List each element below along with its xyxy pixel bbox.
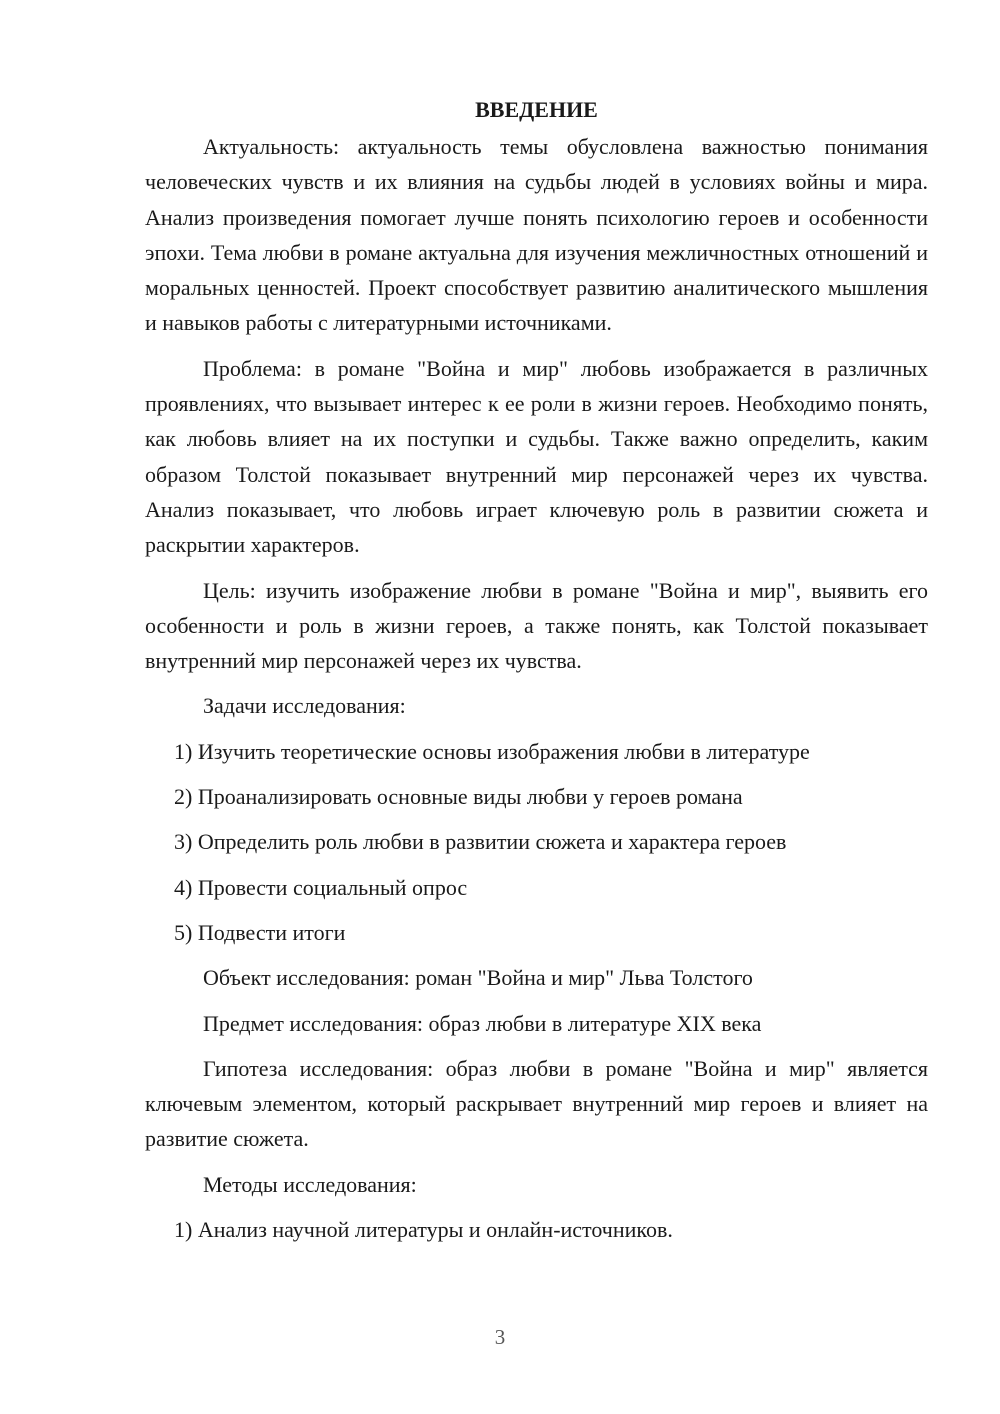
task-item-4: 4) Провести социальный опрос [174,874,468,900]
relevance-paragraph: Актуальность: актуальность темы обусловлена важностью понимания человеческих чувств и их влияния на судьбы людей в условиях войны и мира. Анализ произведения помогает лучше понять психологию героев и особенности эпохи. Тема любви в романе актуальна для изучения межличностных отношений и моральных ценностей. Проект способствует развитию аналитического мышления и навыков работы с литературными источниками. [145,134,928,336]
hypothesis-paragraph: Гипотеза исследования: образ любви в романе "Война и мир" является ключевым элементом, который раскрывает внутренний мир героев и влияет на развитие сюжета. [145,1055,928,1152]
goal-paragraph: Цель: изучить изображение любви в романе "Война и мир", выявить его особенности и роль в жизни героев, а также понять, как Толстой показывает внутренний мир персонажей через их чувства. [145,577,928,674]
method-item-1: 1) Анализ научной литературы и онлайн-источников. [174,1217,673,1243]
subject-line: Предмет исследования: образ любви в литературе XIX века [203,1010,762,1036]
task-item-2: 2) Проанализировать основные виды любви у героев романа [174,784,743,810]
tasks-heading: Задачи исследования: [203,693,406,719]
page-title: ВВЕДЕНИЕ [475,97,598,122]
methods-heading: Методы исследования: [203,1171,417,1197]
object-line: Объект исследования: роман "Война и мир" Льва Толстого [203,965,753,991]
problem-paragraph: Проблема: в романе "Война и мир" любовь изображается в различных проявлениях, что вызывает интерес к ее роли в жизни героев. Необходимо понять, как любовь влияет на их поступки и судьбы. Также важно определить, каким образом Толстой показывает внутренний мир персонажей через их чувства. Анализ показывает, что любовь играет ключевую роль в развитии сюжета и раскрытии характеров. [145,355,928,558]
page-number: 3 [494,1325,506,1349]
task-item-1: 1) Изучить теоретические основы изображения любви в литературе [174,738,810,764]
task-item-5: 5) Подвести итоги [174,919,346,945]
task-item-3: 3) Определить роль любви в развитии сюжета и характера героев [174,829,787,855]
page-content [145,92,928,1247]
